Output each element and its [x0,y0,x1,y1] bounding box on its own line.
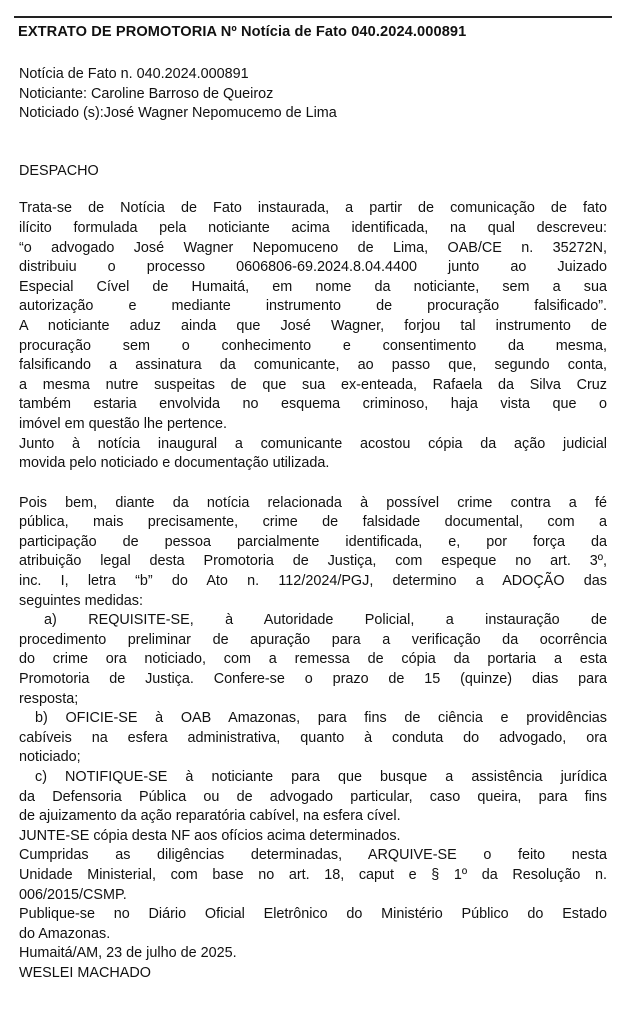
text-line: de ajuizamento da ação reparatória cabível, na esfera cível. [19,808,401,825]
text-line: Promotoria de Justiça. Confere-se o prazo de 15 (quinze) dias para [19,671,607,688]
text-line: Trata-se de Notícia de Fato instaurada, a partir de comunicação de fato [19,200,607,217]
text-line: autorização e mediante instrumento de procuração falsificado”. [19,298,607,315]
text-line: Unidade Ministerial, com base no art. 18, caput e § 1º da Resolução n. [19,866,607,883]
text-line: b) OFICIE-SE à OAB Amazonas, para fins de ciência e providências [35,710,607,727]
section-title: DESPACHO [19,162,99,179]
text-line: procedimento preliminar de apuração para a verificação da ocorrência [19,631,607,648]
text-line: Pois bem, diante da notícia relacionada à possível crime contra a fé [19,494,607,511]
text-line: pública, mais precisamente, crime de falsidade documental, com a [19,514,607,531]
text-line: “o advogado José Wagner Nepomuceno de Lima, OAB/CE n. 35272N, [19,239,607,256]
document-heading: EXTRATO DE PROMOTORIA Nº Notícia de Fato 040.2024.000891 [18,24,467,40]
text-line: do crime ora noticiado, com a remessa de cópia da portaria a esta [19,651,607,668]
text-line: distribuiu o processo 0606806-69.2024.8.04.4400 junto ao Juizado [19,259,607,276]
text-line: 006/2015/CSMP. [19,886,127,903]
header-line-noticiado: Noticiado (s):José Wagner Nepomucemo de Lima [19,105,337,122]
text-line: Junto à notícia inaugural a comunicante acostou cópia da ação judicial [19,435,607,452]
paragraph-archive [19,846,607,905]
paragraph-publish [19,905,607,944]
text-line: cabíveis na esfera administrativa, quanto à conduta do advogado, ora [19,729,607,746]
text-line: noticiado; [19,749,81,766]
text-line: do Amazonas. [19,925,111,942]
header-line-noticiante: Noticiante: Caroline Barroso de Queiroz [19,85,274,102]
paragraph-determination [19,494,607,612]
text-line: Publique-se no Diário Oficial Eletrônico do Ministério Público do Estado [19,906,607,923]
paragraph-attachments [19,435,607,474]
text-line: a) REQUISITE-SE, à Autoridade Policial, a instauração de [44,612,607,629]
text-line: da Defensoria Pública ou de advogado particular, caso queira, para fins [19,788,607,805]
text-line: falsificando a assinatura da comunicante, ao passo que, segundo conta, [19,357,607,374]
text-line: movida pelo noticiado e documentação utilizada. [19,455,330,472]
measure-item-b [19,709,607,768]
measure-item-a [19,611,607,709]
signature-name: WESLEI MACHADO [19,964,151,981]
junte-line: JUNTE-SE cópia desta NF aos ofícios acima determinados. [19,827,401,844]
date-line: Humaitá/AM, 23 de julho de 2025. [19,945,237,962]
text-line: participação de pessoa parcialmente identificada, e, por força da [19,533,607,550]
text-line: seguintes medidas: [19,592,143,609]
text-line: Cumpridas as diligências determinadas, ARQUIVE-SE o feito nesta [19,847,607,864]
document-body [19,65,607,984]
text-line: Especial Cível de Humaitá, em nome da noticiante, sem a sua [19,278,607,295]
text-line: resposta; [19,690,79,707]
text-line: atribuição legal desta Promotoria de Justiça, com espeque no art. 3º, [19,553,607,570]
text-line: imóvel em questão lhe pertence. [19,415,227,432]
text-line: c) NOTIFIQUE-SE à noticiante para que busque a assistência jurídica [35,769,607,785]
text-line: também estaria envolvida no esquema criminoso, haja vista que o [19,396,607,413]
paragraph-facts [19,199,607,434]
text-line: A noticiante aduz ainda que José Wagner, forjou tal instrumento de [19,317,607,334]
measure-item-c [19,768,607,827]
text-line: inc. I, letra “b” do Ato n. 112/2024/PGJ, determino a ADOÇÃO das [19,573,607,590]
top-rule [14,16,612,18]
text-line: procuração sem o conhecimento e consentimento da mesma, [19,337,607,354]
header-line-notice-number: Notícia de Fato n. 040.2024.000891 [19,66,249,82]
text-line: ilícito formulada pela noticiante acima identificada, na qual descreveu: [19,219,607,236]
text-line: a mesma nutre suspeitas de que sua ex-enteada, Rafaela da Silva Cruz [19,376,607,393]
